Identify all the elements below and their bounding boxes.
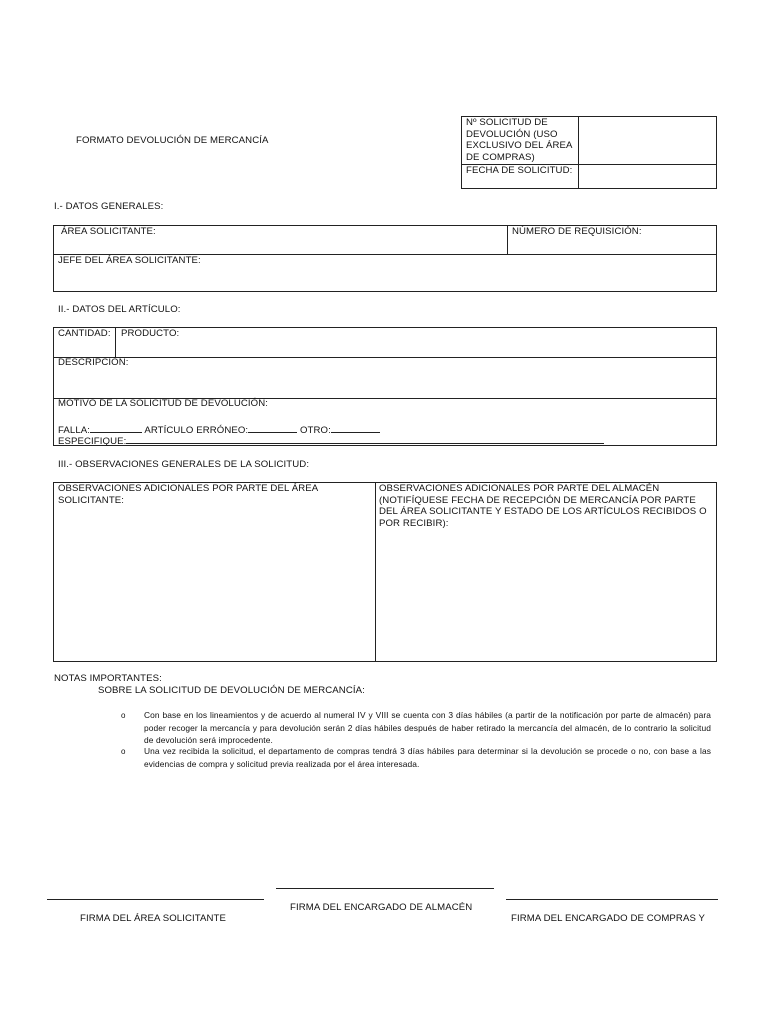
- request-date-label: FECHA DE SOLICITUD:: [466, 165, 573, 176]
- warehouse-observations-field[interactable]: [378, 534, 714, 658]
- observations-col-divider: [375, 482, 376, 662]
- failure-field[interactable]: [90, 423, 142, 433]
- reason-label: MOTIVO DE LA SOLICITUD DE DEVOLUCIÓN:: [58, 398, 269, 409]
- request-info-divider: [578, 116, 579, 189]
- product-field[interactable]: [118, 340, 714, 355]
- notes-title: NOTAS IMPORTANTES:: [54, 673, 162, 684]
- article-row-divider-1: [53, 357, 717, 358]
- description-label: DESCRIPCIÓN:: [58, 357, 129, 368]
- signature-line-left: [47, 899, 264, 900]
- manager-label: JEFE DEL ÁREA SOLICITANTE:: [58, 255, 201, 266]
- specify-label: ESPECIFIQUE:: [58, 436, 127, 447]
- form-title: FORMATO DEVOLUCIÓN DE MERCANCÍA: [76, 135, 269, 146]
- product-label: PRODUCTO:: [121, 328, 180, 339]
- note-item-1: Con base en los lineamientos y de acuerdo al numeral IV y VIII se cuenta con 3 días hábiles (a partir de la notificación por parte de almacén) para poder recoger la mercancía y para devolución serán 2 días hábiles después de haber retirado la mercancía del almacén, de lo contrario la solicitud de devolución será improcedente.: [144, 710, 711, 746]
- requester-observations-field[interactable]: [56, 510, 372, 658]
- specify-field[interactable]: [126, 434, 604, 444]
- signature-left-label: FIRMA DEL ÁREA SOLICITANTE: [80, 913, 227, 924]
- specify-row: [58, 434, 604, 448]
- requisition-field[interactable]: [510, 238, 714, 252]
- manager-field[interactable]: [56, 268, 714, 290]
- other-field[interactable]: [331, 423, 380, 433]
- request-number-label: Nº SOLICITUD DE DEVOLUCIÓN (USO EXCLUSIVO DEL ÁREA DE COMPRAS): [466, 117, 572, 163]
- bullet-2-icon: o: [121, 747, 126, 756]
- description-field[interactable]: [56, 370, 714, 396]
- signature-right-label: FIRMA DEL ENCARGADO DE COMPRAS Y: [511, 913, 706, 924]
- area-label: ÁREA SOLICITANTE:: [61, 226, 156, 237]
- section-3-title: III.- OBSERVACIONES GENERALES DE LA SOLICITUD:: [58, 459, 310, 470]
- general-data-col-divider: [507, 225, 508, 254]
- warehouse-observations-label: OBSERVACIONES ADICIONALES POR PARTE DEL ALMACÉN (NOTIFÍQUESE FECHA DE RECEPCIÓN DE MERCANCÍA POR PARTE DEL ÁREA SOLICITANTE Y ESTADO DE LOS ARTÍCULOS RECIBIDOS O POR RECIBIR):: [379, 483, 707, 529]
- signature-center-label: FIRMA DEL ENCARGADO DE ALMACÉN: [290, 902, 473, 913]
- section-1-title: I.- DATOS GENERALES:: [54, 201, 164, 212]
- article-col-divider: [115, 327, 116, 357]
- area-field[interactable]: [56, 238, 504, 252]
- requisition-label: NÚMERO DE REQUISICIÓN:: [512, 226, 642, 237]
- note-item-2: Una vez recibida la solicitud, el departamento de compras tendrá 3 días hábiles para determinar si la devolución se procede o no, con base a las evidencias de compra y solicitud previa realizada por el área interesada.: [144, 746, 711, 769]
- requester-observations-label: OBSERVACIONES ADICIONALES POR PARTE DEL ÁREA SOLICITANTE:: [58, 483, 318, 506]
- other-label: OTRO:: [299, 425, 331, 436]
- failure-label: FALLA:: [58, 425, 91, 436]
- request-number-field[interactable]: [580, 118, 714, 162]
- request-date-field[interactable]: [580, 166, 714, 187]
- quantity-label: CANTIDAD:: [58, 328, 111, 339]
- signature-line-right: [506, 899, 718, 900]
- wrong-item-label: ARTÍCULO ERRÓNEO:: [144, 425, 249, 436]
- bullet-1-icon: o: [121, 711, 126, 720]
- section-2-title: II.- DATOS DEL ARTÍCULO:: [58, 304, 181, 315]
- wrong-item-field[interactable]: [248, 423, 297, 433]
- signature-line-center: [276, 888, 494, 889]
- notes-subtitle: SOBRE LA SOLICITUD DE DEVOLUCIÓN DE MERCANCÍA:: [98, 685, 365, 696]
- quantity-field[interactable]: [56, 340, 113, 355]
